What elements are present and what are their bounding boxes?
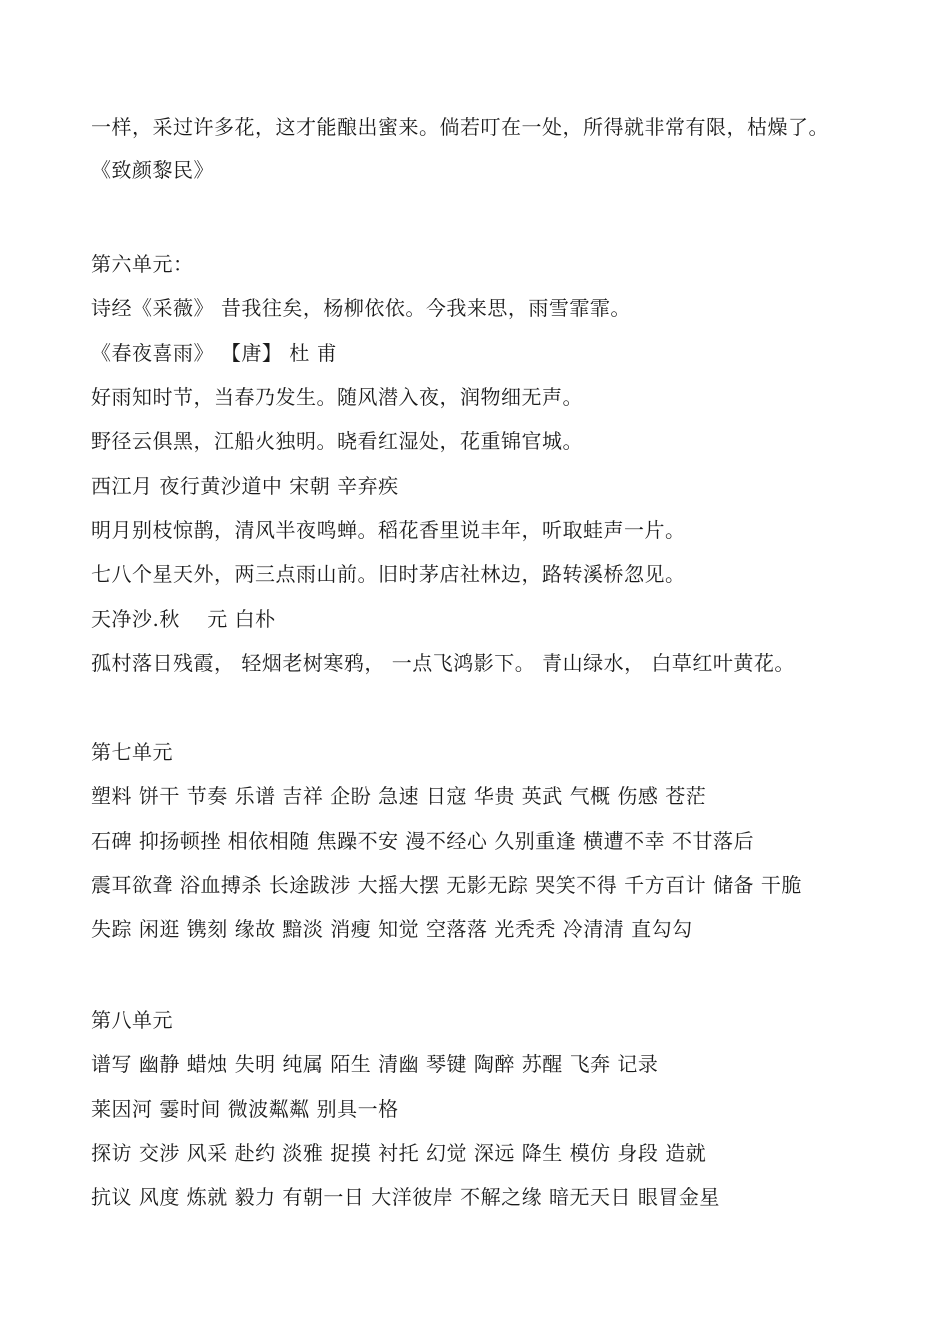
vocab-line: 石碑 抑扬顿挫 相依相随 焦躁不安 漫不经心 久别重逢 横遭不幸 不甘落后 [91,829,755,853]
section-heading: 第七单元 [91,740,173,764]
vocab-line: 震耳欲聋 浴血搏杀 长途跋涉 大摇大摆 无影无踪 哭笑不得 千方百计 储备 干脆 [91,873,802,897]
section-heading: 第六单元： [91,252,194,276]
text-line: 明月别枝惊鹊，清风半夜鸣蝉。稻花香里说丰年，听取蛙声一片。 [91,518,686,542]
text-line: 诗经《采薇》 昔我往矣，杨柳依依。今我来思，雨雪霏霏。 [91,296,631,320]
section-heading: 第八单元 [91,1008,173,1032]
text-line: 《致颜黎民》 [91,158,214,182]
vocab-line: 抗议 风度 炼就 毅力 有朝一日 大洋彼岸 不解之缘 暗无天日 眼冒金星 [91,1185,720,1209]
vocab-line: 探访 交涉 风采 赴约 淡雅 捉摸 衬托 幻觉 深远 降生 模仿 身段 造就 [91,1141,707,1165]
text-line: 一样，采过许多花，这才能酿出蜜来。倘若叮在一处，所得就非常有限，枯燥了。 [91,115,829,139]
poem-title: 天净沙.秋 元 白朴 [91,607,276,631]
text-line: 孤村落日残霞， 轻烟老树寒鸦， 一点飞鸿影下。 青山绿水， 白草红叶黄花。 [91,651,795,675]
poem-title: 西江月 夜行黄沙道中 宋朝 辛弃疾 [91,474,399,498]
vocab-line: 谱写 幽静 蜡烛 失明 纯属 陌生 清幽 琴键 陶醉 苏醒 飞奔 记录 [91,1052,659,1076]
vocab-line: 失踪 闲逛 镌刻 缘故 黯淡 消瘦 知觉 空落落 光秃秃 冷清清 直勾勾 [91,917,693,941]
text-line: 好雨知时节，当春乃发生。随风潜入夜，润物细无声。 [91,385,583,409]
text-line: 七八个星天外，两三点雨山前。旧时茅店社林边，路转溪桥忽见。 [91,562,686,586]
poem-title: 《春夜喜雨》 【唐】 杜 甫 [91,341,338,365]
vocab-line: 莱因河 霎时间 微波粼粼 别具一格 [91,1097,399,1121]
vocab-line: 塑料 饼干 节奏 乐谱 吉祥 企盼 急速 日寇 华贵 英武 气概 伤感 苍茫 [91,784,707,808]
text-line: 野径云俱黑，江船火独明。晓看红湿处，花重锦官城。 [91,429,583,453]
